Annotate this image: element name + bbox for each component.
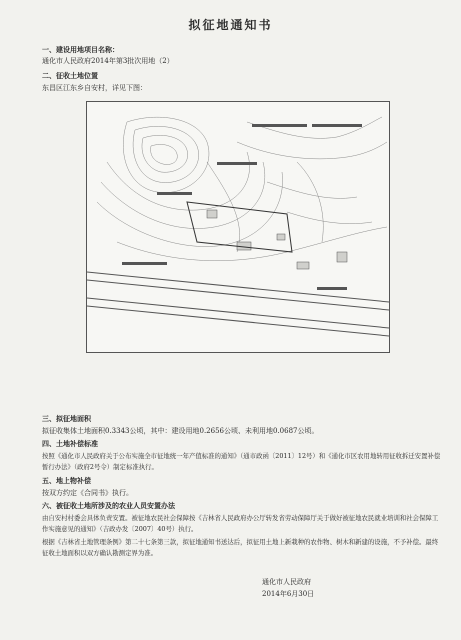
signature-org: 通化市人民政府 — [262, 578, 311, 586]
page-title: 拟征地通知书 — [188, 18, 273, 32]
section-1-heading: 一、建设用地项目名称： — [42, 46, 119, 54]
section-5-text: 按双方约定《合同书》执行。 — [42, 489, 133, 497]
land-map — [86, 101, 390, 353]
section-2-text: 东昌区江东乡自安村，详见下图： — [42, 84, 147, 92]
section-3-text: 拟征收集体土地面积0.3343公顷，其中：建设用地0.2656公顷、未利用地0.0687公顷。 — [42, 427, 319, 435]
section-1-text: 通化市人民政府2014年第3批次用地（2） — [42, 57, 174, 65]
section-3-heading: 三、拟征地面积 — [42, 415, 91, 423]
section-6-text-2: 根据《吉林省土地管理条例》第二十七条第三款，拟征地通知书送达后，拟征用土地上新栽种的农作物、树木和新建的设施，不予补偿。最终征收土地面积以双方确认勘测定界为准。 — [42, 538, 439, 557]
section-4-text: 按照《通化市人民政府关于公布实施全市征地统一年产值标准的通知》（通市政函〔2011〕12号）和《通化市区农用地转用征收拆迁安置补偿暂行办法》（政府2号令）制定标准执行。 — [42, 452, 441, 471]
topographic-map-drawing — [87, 102, 389, 352]
section-2-heading: 二、征收土地位置 — [42, 72, 98, 80]
section-6-heading: 六、被征收土地所涉及的农业人员安置办法 — [42, 502, 175, 510]
section-4-heading: 四、土地补偿标准 — [42, 440, 98, 448]
section-6-text-1: 由自安村村委会具体负责安置。被征地农民社会保障按《吉林省人民政府办公厅转发省劳动保障厅关于做好被征地农民就业培训和社会保障工作实施意见的通知》（吉政办发〔2007〕40号）执行。 — [42, 514, 439, 533]
signature-date: 2014年6月30日 — [262, 590, 315, 598]
section-5-heading: 五、地上物补偿 — [42, 477, 91, 485]
